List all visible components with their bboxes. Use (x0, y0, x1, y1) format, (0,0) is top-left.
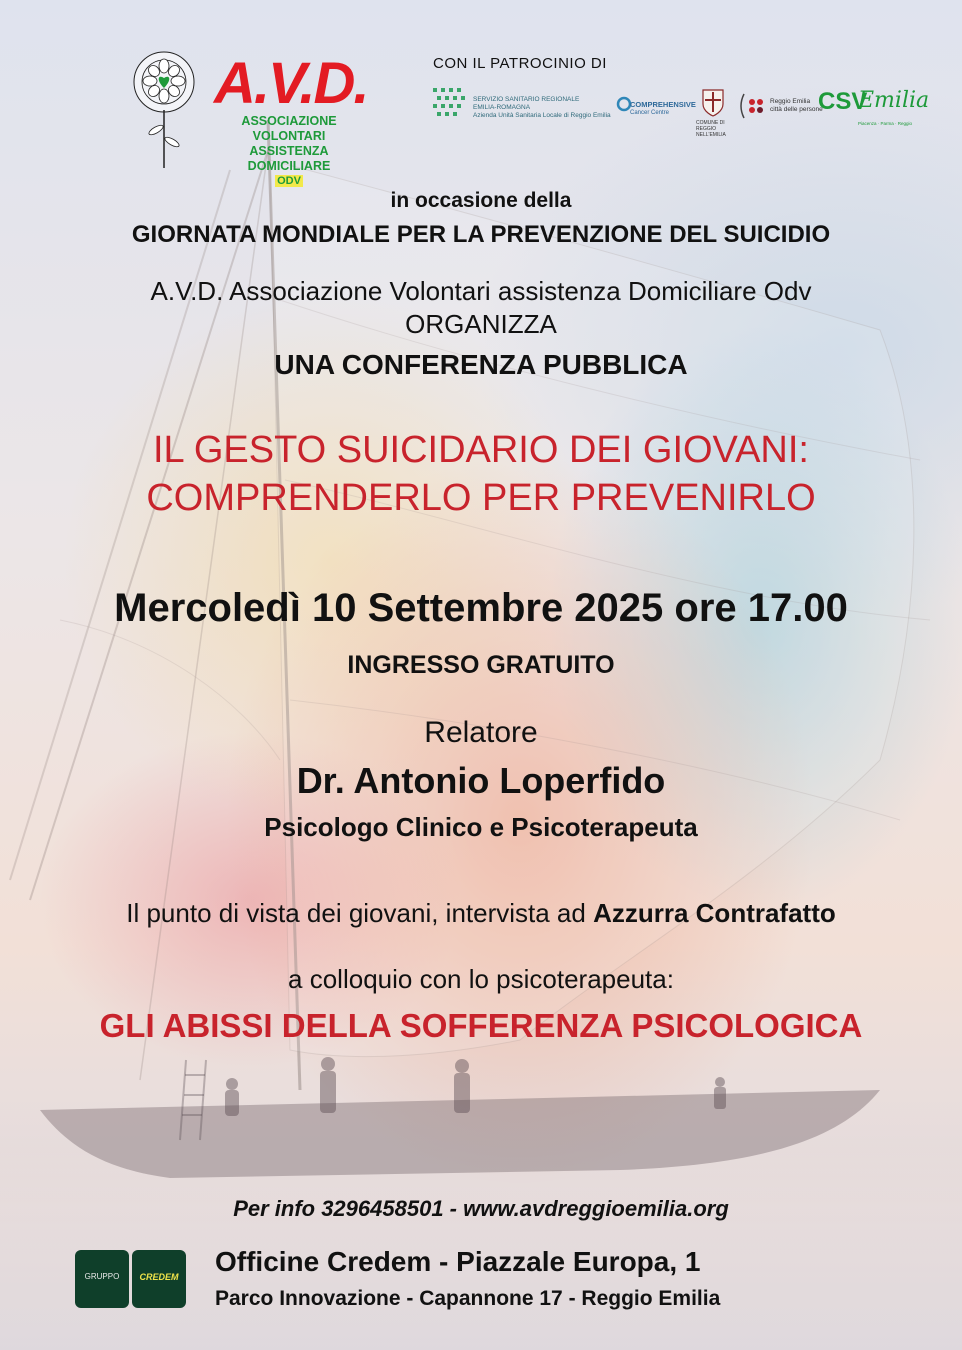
sponsor-comprehensive (630, 101, 696, 117)
avd-logo-text: A.V.D. (214, 51, 368, 116)
info-contact: Per info 3296458501 - www.avdreggioemilia.org (233, 1196, 729, 1221)
reggio-emilia-dots-icon (740, 92, 768, 120)
sponsor-citta-persone: città delle persone (770, 106, 823, 113)
sponsor-reggio-emilia (770, 98, 823, 114)
event-title (0, 426, 962, 522)
sponsor-comprehensive-label: COMPREHENSIVE (630, 100, 696, 109)
comune-crest-icon (700, 88, 726, 118)
sponsor-ssr-line3: Azienda Unità Sanitaria Locale di Reggio Emilia (473, 112, 611, 119)
speaker-role: Psicologo Clinico e Psicoterapeuta (264, 812, 698, 842)
avd-logo-sub2: ASSISTENZA DOMICILIARE (247, 144, 331, 173)
relatore-label: Relatore (424, 716, 538, 749)
conferenza-text: UNA CONFERENZA PUBBLICA (274, 349, 688, 380)
patrocinio-label: CON IL PATROCINIO DI (433, 55, 607, 72)
organizza-text: ORGANIZZA (405, 309, 557, 339)
abissi-title: GLI ABISSI DELLA SOFFERENZA PSICOLOGICA (99, 1007, 863, 1044)
venue-place: Parco Innovazione - Capannone 17 - Reggio Emilia (215, 1287, 721, 1310)
sponsor-comune: COMUNE DI REGGIO NELL'EMILIA (696, 120, 726, 138)
giornata-text: GIORNATA MONDIALE PER LA PREVENZIONE DEL SUICIDIO (131, 221, 831, 248)
venue-address: Officine Credem - Piazzale Europa, 1 (215, 1246, 701, 1277)
event-date: Mercoledì 10 Settembre 2025 ore 17.00 (114, 586, 848, 630)
sponsor-cancer-centre: Cancer Centre (630, 110, 670, 116)
colloquio-text: a colloquio con lo psicoterapeuta: (288, 964, 674, 994)
speaker-name: Dr. Antonio Loperfido (296, 760, 666, 801)
credem-logo-left (75, 1250, 129, 1308)
sponsor-ssr-line2: EMILIA-ROMAGNA (473, 104, 531, 111)
csv-logo-text: CSV (818, 88, 868, 115)
avd-flower-logo (130, 50, 198, 170)
avd-logo-odv: ODV (275, 175, 303, 187)
ssr-grid-icon (433, 88, 469, 120)
credem-gruppo: GRUPPO (84, 1272, 120, 1281)
credem-name: CREDEM (139, 1272, 179, 1282)
sponsor-reggio-emilia-label: Reggio Emilia (770, 98, 811, 105)
sponsor-ssr (473, 96, 611, 120)
csv-logo-sub: Piacenza · Parma · Reggio (858, 121, 913, 126)
credem-logo (75, 1250, 187, 1308)
ingresso-text: INGRESSO GRATUITO (347, 651, 615, 679)
occasione-text: in occasione della (390, 189, 572, 212)
event-title-line2: COMPRENDERLO PER PREVENIRLO (146, 477, 816, 519)
csv-logo-emilia: Emilia (858, 88, 930, 113)
interviewee-name: Azzurra Contrafatto (593, 898, 836, 928)
avd-wordmark-logo (214, 51, 368, 187)
sponsor-ssr-line1: SERVIZIO SANITARIO REGIONALE (473, 96, 580, 103)
avd-logo-sub1: ASSOCIAZIONE VOLONTARI (241, 114, 337, 143)
punto-di-vista-text (0, 898, 962, 929)
organizer-text: A.V.D. Associazione Volontari assistenza Domiciliare Odv (150, 276, 812, 306)
event-title-line1: IL GESTO SUICIDARIO DEI GIOVANI: (153, 429, 809, 471)
credem-logo-right (132, 1250, 186, 1308)
punto-prefix: Il punto di vista dei giovani, intervista ad (126, 898, 594, 928)
